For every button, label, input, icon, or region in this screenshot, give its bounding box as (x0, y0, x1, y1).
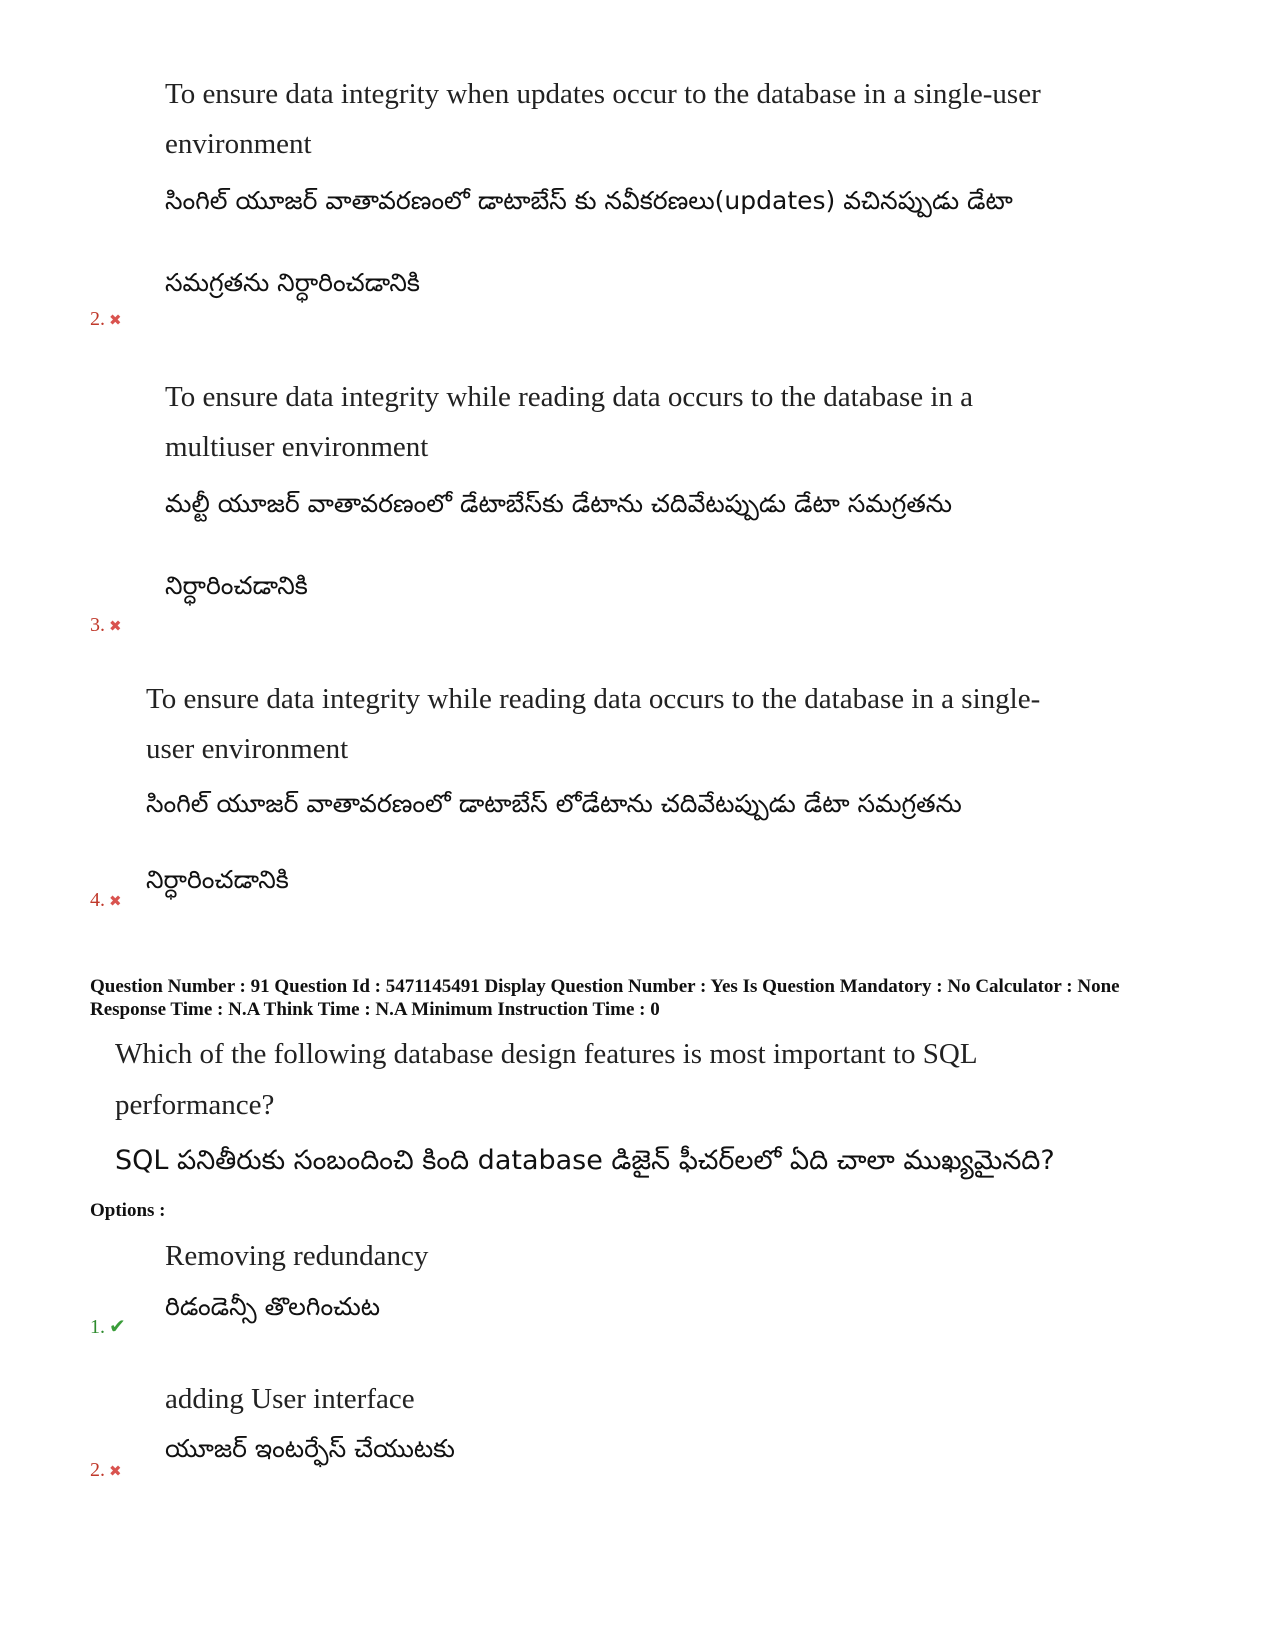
cross-mark-icon: ✖ (109, 1462, 122, 1480)
cross-mark-icon: ✖ (109, 892, 122, 910)
option-number: 1. (90, 1316, 105, 1338)
cross-mark-icon: ✖ (109, 311, 122, 329)
option-number: 4. (90, 889, 105, 911)
option-2-english-line-2: environment (165, 128, 312, 160)
option-4-telugu-line-2: నిర్ధారించడానికి (146, 865, 289, 894)
option-4-telugu-line-1: సింగిల్ యూజర్ వాతావరణంలో డాటాబేస్ లోడేటాను చదివేటప్పుడు డేటా సమగ్రతను (146, 789, 962, 818)
answer-option-2-marker (90, 1459, 122, 1482)
question-telugu-line: SQL పనితీరుకు సంబందించి కింది database డిజైన్ ఫీచర్‌లలో ఏది చాలా ముఖ్యమైనది? (115, 1145, 1055, 1176)
answer-option-1-english: Removing redundancy (165, 1240, 429, 1272)
option-4-english-line-1: To ensure data integrity while reading data occurs to the database in a single- (146, 683, 1041, 715)
answer-option-2-telugu: యూజర్ ఇంటర్ఫేస్ చేయుటకు (165, 1434, 455, 1463)
question-english-line-2: performance? (115, 1089, 275, 1121)
cross-mark-icon: ✖ (109, 617, 122, 635)
check-mark-icon: ✔ (109, 1314, 126, 1338)
options-label: Options : (90, 1200, 166, 1221)
option-2-telugu-line-1: సింగిల్ యూజర్ వాతావరణంలో డాటాబేస్ కు నవీకరణలు(updates) వచినప్పుడు డేటా (165, 186, 1013, 215)
question-metadata: Question Number : 91 Question Id : 5471145491 Display Question Number : Yes Is Question Mandatory : No Calculator : None Response Time : N.A Think Time : N.A Minimum Instruction Time : 0 (90, 976, 1120, 1020)
answer-option-2-english: adding User interface (165, 1383, 415, 1415)
option-3-telugu-line-2: నిర్ధారించడానికి (165, 571, 308, 600)
option-3-english-line-1: To ensure data integrity while reading data occurs to the database in a (165, 381, 974, 413)
option-2-marker (90, 308, 122, 331)
option-2-telugu-line-2: సమగ్రతను నిర్ధారించడానికి (165, 268, 420, 297)
option-number: 2. (90, 308, 105, 330)
option-2-english-line-1: To ensure data integrity when updates occur to the database in a single-user (165, 78, 1041, 110)
option-3-marker (90, 614, 122, 637)
question-english-line-1: Which of the following database design features is most important to SQL (115, 1038, 978, 1070)
option-3-english-line-2: multiuser environment (165, 431, 429, 463)
option-4-marker (90, 889, 122, 912)
answer-option-1-marker (90, 1314, 126, 1339)
option-3-telugu-line-1: మల్టీ యూజర్ వాతావరణంలో డేటాబేస్‌కు డేటాను చదివేటప్పుడు డేటా సమగ్రతను (165, 489, 953, 518)
option-4-english-line-2: user environment (146, 733, 349, 765)
answer-option-1-telugu: రిడండెన్సీ తొలగించుట (165, 1292, 381, 1321)
option-number: 2. (90, 1459, 105, 1481)
option-number: 3. (90, 614, 105, 636)
